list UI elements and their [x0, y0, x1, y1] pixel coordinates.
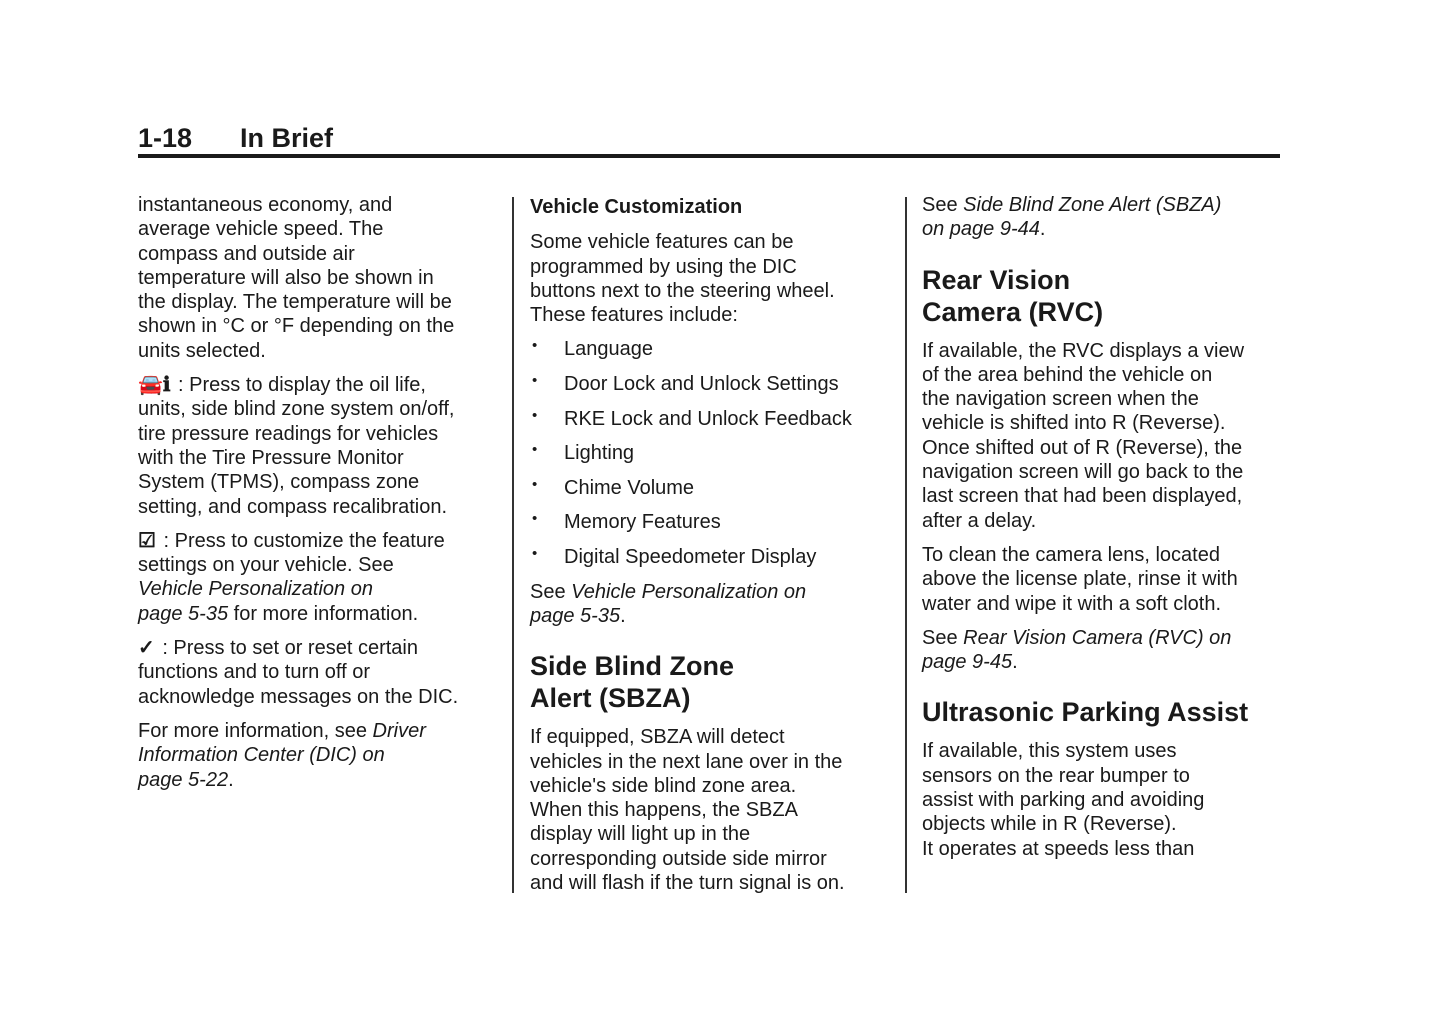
text-run: . [1039, 218, 1046, 241]
text-run: If available, this system uses [922, 740, 1177, 763]
text-run: If available, the RVC displays a view [922, 339, 1245, 362]
text-line [138, 719, 498, 743]
subsection-heading [530, 195, 890, 219]
text-line [922, 788, 1292, 812]
text-run: Alert (SBZA) [530, 683, 691, 714]
text-line [530, 847, 890, 871]
text-run: sensors on the rear bumper to [922, 764, 1190, 787]
text-line [138, 266, 498, 290]
text-run: objects while in R (Reverse). [922, 813, 1177, 836]
text-line [138, 339, 498, 363]
text-line [138, 193, 498, 217]
text-line [138, 685, 498, 709]
text-line [922, 264, 1292, 296]
paragraph [922, 739, 1292, 860]
text-run: Side Blind Zone [530, 651, 735, 682]
text-line [138, 217, 498, 241]
column-left [138, 193, 498, 802]
text-line [922, 460, 1292, 484]
text-line [922, 296, 1292, 328]
text-line [530, 303, 890, 327]
bullet-item: • Door Lock and Unlock Settings [530, 372, 890, 396]
text-line [922, 764, 1292, 788]
text-line [922, 837, 1292, 861]
text-run: shown in °C or °F depending on the [138, 315, 455, 338]
paragraph [138, 193, 498, 363]
text-run: To clean the camera lens, located [922, 543, 1220, 566]
text-line [922, 812, 1292, 836]
text-run: For more information, see [138, 719, 373, 742]
text-run: Once shifted out of R (Reverse), the [922, 436, 1243, 459]
text-run: corresponding outside side mirror [530, 847, 827, 870]
paragraph [530, 580, 890, 629]
paragraph [138, 719, 498, 792]
text-run: . [1012, 651, 1018, 674]
text-run: Some vehicle features can be [530, 231, 794, 254]
text-line [138, 743, 498, 767]
text-run: and will flash if the turn signal is on. [530, 872, 845, 895]
text-line [922, 339, 1292, 363]
page-header [138, 122, 333, 154]
text-line [138, 529, 498, 553]
text-line [138, 577, 498, 601]
text-run: water and wipe it with a soft cloth. [922, 592, 1222, 615]
bullet-item: • Chime Volume [530, 476, 890, 500]
text-line [922, 217, 1292, 241]
text-line [922, 436, 1292, 460]
cross-reference: Vehicle Personalization on [138, 578, 373, 601]
cross-reference: Side Blind Zone Alert (SBZA) [963, 194, 1222, 216]
text-run: : Press to set or reset certain [156, 637, 418, 660]
cross-reference: on page 9-44 [922, 218, 1040, 241]
paragraph [922, 543, 1292, 616]
text-run: with the Tire Pressure Monitor [138, 446, 404, 469]
text-line [530, 580, 890, 604]
paragraph [922, 339, 1292, 533]
text-line [138, 470, 498, 494]
text-run: . [620, 604, 626, 627]
text-run: last screen that had been displayed, [922, 485, 1243, 508]
text-run: the display. The temperature will be [138, 291, 452, 314]
header-rule [138, 154, 1280, 158]
text-run: assist with parking and avoiding [922, 789, 1205, 812]
bullet-item: • RKE Lock and Unlock Feedback [530, 407, 890, 431]
text-line [922, 411, 1292, 435]
text-run: setting, and compass recalibration. [138, 495, 448, 518]
text-line [530, 279, 890, 303]
text-run: compass and outside air [138, 242, 355, 265]
customize-checklist-icon: ☑ [138, 529, 156, 552]
page-number: 1-18 [138, 123, 193, 153]
text-run: settings on your vehicle. See [138, 554, 394, 577]
cross-reference: page 5-22 [138, 768, 229, 791]
text-line [922, 739, 1292, 763]
text-line [922, 484, 1292, 508]
text-line [530, 725, 890, 749]
text-line [922, 509, 1292, 533]
text-run: after a delay. [922, 509, 1037, 532]
text-line [138, 446, 498, 470]
text-line [922, 387, 1292, 411]
section-title: In Brief [240, 123, 334, 153]
text-run: navigation screen will go back to the [922, 461, 1244, 484]
paragraph [138, 529, 498, 626]
text-line [530, 650, 890, 682]
text-line [138, 495, 498, 519]
text-line [922, 592, 1292, 616]
text-run: If equipped, SBZA will detect [530, 726, 785, 749]
text-line [138, 553, 498, 577]
text-line [530, 604, 890, 628]
text-run: Rear Vision [922, 264, 1071, 295]
text-run: These features include: [530, 304, 738, 327]
text-line [530, 798, 890, 822]
paragraph [530, 230, 890, 327]
text-line [530, 822, 890, 846]
text-line [138, 636, 498, 660]
text-run: programmed by using the DIC [530, 255, 797, 278]
paragraph [530, 725, 890, 895]
bullet-list [530, 337, 890, 569]
text-line [530, 750, 890, 774]
text-run: above the license plate, rinse it with [922, 568, 1238, 591]
text-line [138, 373, 498, 397]
column-middle [530, 193, 890, 905]
column-divider [512, 197, 514, 893]
cross-reference: Rear Vision Camera (RVC) on [963, 626, 1232, 649]
checkmark-icon: ✓ [138, 637, 155, 660]
cross-reference: page 9-45 [922, 651, 1013, 674]
text-run: display will light up in the [530, 823, 751, 846]
text-run: Vehicle Customization [530, 196, 743, 218]
section-heading [922, 264, 1292, 328]
text-run: average vehicle speed. The [138, 218, 384, 241]
text-line [138, 290, 498, 314]
text-line [922, 193, 1292, 217]
bullet-item: • Language [530, 337, 890, 361]
section-heading [922, 696, 1292, 728]
paragraph [138, 373, 498, 519]
text-run: vehicle's side blind zone area. [530, 774, 797, 797]
text-run: vehicles in the next lane over in the [530, 750, 843, 773]
text-run: : Press to customize the feature [157, 529, 445, 552]
text-line [922, 363, 1292, 387]
text-line [922, 567, 1292, 591]
text-run: tire pressure readings for vehicles [138, 422, 439, 445]
text-run: instantaneous economy, and [138, 194, 393, 216]
text-line [530, 682, 890, 714]
text-run: vehicle is shifted into R (Reverse). [922, 412, 1226, 435]
text-run: acknowledge messages on the DIC. [138, 685, 459, 708]
text-line [922, 543, 1292, 567]
text-run: the navigation screen when the [922, 388, 1199, 411]
text-run: See [530, 580, 572, 603]
text-run: of the area behind the vehicle on [922, 363, 1213, 386]
text-line [922, 650, 1292, 674]
text-run: buttons next to the steering wheel. [530, 279, 835, 302]
text-run: Ultrasonic Parking Assist [922, 697, 1249, 728]
text-run: for more information. [228, 602, 419, 625]
text-run: . [228, 768, 234, 791]
text-line [138, 242, 498, 266]
text-line [922, 696, 1292, 728]
text-run: temperature will also be shown in [138, 266, 434, 289]
cross-reference: page 5-35 [530, 604, 621, 627]
text-line [530, 255, 890, 279]
paragraph [922, 626, 1292, 675]
text-run: units, side blind zone system on/off, [138, 398, 455, 421]
section-heading [530, 650, 890, 714]
text-run: units selected. [138, 339, 266, 362]
text-line [530, 195, 890, 219]
text-line [138, 660, 498, 684]
text-run: When this happens, the SBZA [530, 799, 798, 822]
bullet-item: • Memory Features [530, 510, 890, 534]
text-line [138, 602, 498, 626]
text-run: System (TPMS), compass zone [138, 471, 420, 494]
text-run: : Press to display the oil life, [172, 374, 426, 397]
text-line [138, 768, 498, 792]
text-line [530, 774, 890, 798]
text-line [138, 422, 498, 446]
vehicle-info-icon: 🚘ℹ [138, 374, 171, 397]
column-right [922, 193, 1292, 871]
cross-reference: Driver [372, 719, 426, 742]
text-line [922, 626, 1292, 650]
text-run: See [922, 194, 964, 216]
column-divider [905, 197, 907, 893]
bullet-item: • Digital Speedometer Display [530, 545, 890, 569]
text-run: It operates at speeds less than [922, 837, 1195, 860]
cross-reference: Vehicle Personalization on [571, 580, 807, 603]
text-run: See [922, 626, 964, 649]
paragraph [138, 636, 498, 709]
bullet-item: • Lighting [530, 441, 890, 465]
cross-reference: page 5-35 [138, 602, 229, 625]
text-run: Camera (RVC) [922, 296, 1104, 327]
text-line [530, 230, 890, 254]
paragraph [922, 193, 1292, 242]
text-line [138, 314, 498, 338]
cross-reference: Information Center (DIC) on [138, 744, 385, 767]
text-line [138, 397, 498, 421]
text-run: functions and to turn off or [138, 661, 371, 684]
text-line [530, 871, 890, 895]
